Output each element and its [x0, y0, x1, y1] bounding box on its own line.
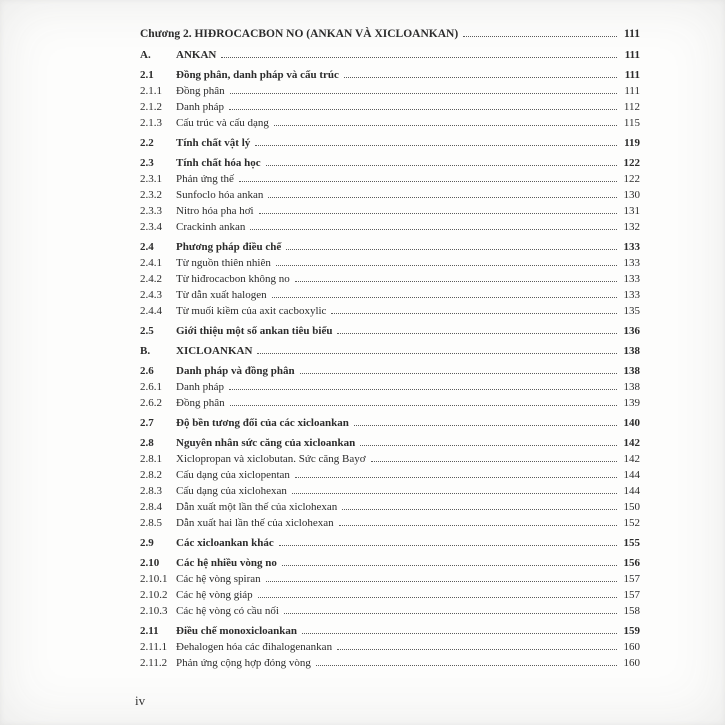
- toc-entry-title: Danh pháp: [176, 101, 224, 113]
- toc-entry-page: 138: [623, 365, 640, 377]
- toc-entry: [140, 323, 640, 339]
- dot-leader: [259, 213, 617, 214]
- toc-entry-page: 133: [623, 257, 640, 269]
- toc-entry: [140, 187, 640, 203]
- dot-leader: [292, 493, 617, 494]
- toc-entry-page: 138: [623, 381, 640, 393]
- dot-leader: [272, 297, 617, 298]
- dot-leader: [344, 77, 617, 78]
- toc-entry-page: 133: [623, 289, 640, 301]
- toc-entry-number: A.: [140, 49, 151, 61]
- toc-entry-number: 2.3.4: [140, 221, 162, 233]
- toc-entry-page: 150: [623, 501, 640, 513]
- toc-entry-title: Sunfoclo hóa ankan: [176, 189, 264, 201]
- toc-entry-number: 2.3: [140, 157, 154, 169]
- toc-entry-title: Các hệ vòng giáp: [176, 589, 253, 601]
- toc-entry-title: Đồng phân: [176, 397, 225, 409]
- toc-entry: [140, 587, 640, 603]
- toc-entry-title: Đồng phân: [176, 85, 225, 97]
- dot-leader: [331, 313, 617, 314]
- dot-leader: [268, 197, 617, 198]
- toc-entry-title: Crackinh ankan: [176, 221, 246, 233]
- chapter-title: Chương 2. HIĐROCACBON NO (ANKAN VÀ XICLOANKAN): [140, 28, 459, 40]
- dot-leader: [276, 265, 617, 266]
- toc-entry-number: 2.9: [140, 537, 154, 549]
- toc-entry: [140, 603, 640, 619]
- toc-entry-page: 111: [624, 49, 640, 61]
- toc-entry: [140, 271, 640, 287]
- toc-entry-title: Các hệ vòng spiran: [176, 573, 261, 585]
- toc-entry-page: 115: [623, 117, 640, 129]
- dot-leader: [230, 93, 617, 94]
- toc-entry-page: 111: [624, 69, 640, 81]
- toc-entry-title: Từ muối kiềm của axit cacboxylic: [176, 305, 327, 317]
- toc-entry-number: 2.10.1: [140, 573, 168, 585]
- toc-entry-page: 142: [623, 437, 640, 449]
- toc-entry-title: Phản ứng thế: [176, 173, 234, 185]
- toc-entry-title: Phương pháp điều chế: [176, 241, 282, 253]
- toc-entry-page: 131: [623, 205, 640, 217]
- toc-entry: [140, 83, 640, 99]
- toc-entry-page: 135: [623, 305, 640, 317]
- toc-entry-number: 2.4.3: [140, 289, 162, 301]
- toc-entry-title: Các hệ nhiều vòng no: [176, 557, 277, 569]
- toc-entry-page: 160: [623, 641, 640, 653]
- toc-entry: [140, 655, 640, 671]
- toc-entry-page: 133: [623, 273, 640, 285]
- toc-entry-number: 2.6.1: [140, 381, 162, 393]
- toc-entry-page: 122: [623, 173, 640, 185]
- toc-entry-number: 2.10: [140, 557, 160, 569]
- toc-entry-title: Giới thiệu một số ankan tiêu biểu: [176, 325, 333, 337]
- toc-entry-title: Điều chế monoxicloankan: [176, 625, 298, 637]
- toc-entry-page: 130: [623, 189, 640, 201]
- toc-entry-title: Các xicloankan khác: [176, 537, 274, 549]
- dot-leader: [266, 581, 617, 582]
- toc-entry-page: 144: [623, 469, 640, 481]
- dot-leader: [463, 36, 617, 37]
- toc-entry-page: 138: [623, 345, 640, 357]
- toc-entry-number: B.: [140, 345, 151, 357]
- toc-entry: [140, 483, 640, 499]
- toc-entry: [140, 555, 640, 571]
- toc-entry: [140, 287, 640, 303]
- dot-leader: [286, 249, 617, 250]
- toc-entry: [140, 515, 640, 531]
- toc-entry-title: Nitro hóa pha hơi: [176, 205, 254, 217]
- toc-entry-title: Danh pháp và đồng phân: [176, 365, 295, 377]
- toc-entry: [140, 415, 640, 431]
- toc-entry-page: 160: [623, 657, 640, 669]
- toc-entries: [140, 47, 640, 671]
- dot-leader: [239, 181, 617, 182]
- chapter-page-number: 111: [624, 28, 640, 40]
- toc-entry: [140, 67, 640, 83]
- toc-entry-number: 2.8: [140, 437, 154, 449]
- toc-entry-page: 122: [623, 157, 640, 169]
- toc-entry-title: Xiclopropan và xiclobutan. Sức căng Bayơ: [176, 453, 366, 465]
- dot-leader: [302, 633, 617, 634]
- toc-entry: [140, 623, 640, 639]
- toc-entry-number: 2.8.2: [140, 469, 162, 481]
- toc-entry-page: 112: [623, 101, 640, 113]
- toc-entry-number: 2.1.1: [140, 85, 162, 97]
- toc-entry-number: 2.8.3: [140, 485, 162, 497]
- toc-entry-title: Phản ứng cộng hợp đóng vòng: [176, 657, 311, 669]
- dot-leader: [371, 461, 617, 462]
- toc-entry-number: 2.11: [140, 625, 159, 637]
- toc-entry-title: Từ dẫn xuất halogen: [176, 289, 267, 301]
- toc-entry-page: 132: [623, 221, 640, 233]
- toc-entry-number: 2.8.1: [140, 453, 162, 465]
- toc-entry-page: 152: [623, 517, 640, 529]
- toc-entry: [140, 363, 640, 379]
- toc-entry: [140, 571, 640, 587]
- toc-entry: [140, 219, 640, 235]
- toc-entry-page: 139: [623, 397, 640, 409]
- dot-leader: [337, 333, 617, 334]
- toc-entry-number: 2.4.4: [140, 305, 162, 317]
- toc-entry: [140, 467, 640, 483]
- dot-leader: [316, 665, 617, 666]
- toc-entry-number: 2.2: [140, 137, 154, 149]
- dot-leader: [250, 229, 617, 230]
- dot-leader: [337, 649, 617, 650]
- dot-leader: [230, 405, 617, 406]
- toc-entry-title: Đồng phân, danh pháp và cấu trúc: [176, 69, 339, 81]
- toc-entry-number: 2.8.5: [140, 517, 162, 529]
- dot-leader: [342, 509, 617, 510]
- toc-entry-number: 2.7: [140, 417, 154, 429]
- toc-entry: [140, 155, 640, 171]
- toc-entry-title: Dẫn xuất hai lần thế của xiclohexan: [176, 517, 334, 529]
- toc-entry: [140, 239, 640, 255]
- toc-entry-page: 159: [623, 625, 640, 637]
- toc-entry-number: 2.5: [140, 325, 154, 337]
- toc-entry-title: Dẫn xuất một lần thế của xiclohexan: [176, 501, 338, 513]
- toc-entry-title: ANKAN: [176, 49, 217, 61]
- toc-entry: [140, 303, 640, 319]
- dot-leader: [274, 125, 617, 126]
- toc-entry-page: 136: [623, 325, 640, 337]
- toc-entry: [140, 499, 640, 515]
- toc-entry-number: 2.3.2: [140, 189, 162, 201]
- toc-entry-title: Cấu trúc và cấu dạng: [176, 117, 269, 129]
- dot-leader: [354, 425, 617, 426]
- toc-entry: [140, 395, 640, 411]
- toc-entry-number: 2.1.2: [140, 101, 162, 113]
- toc-entry-title: Đehalogen hóa các đihalogenankan: [176, 641, 333, 653]
- toc-entry-number: 2.4: [140, 241, 154, 253]
- dot-leader: [257, 353, 617, 354]
- toc-entry-number: 2.6.2: [140, 397, 162, 409]
- dot-leader: [279, 545, 617, 546]
- page-footer: [135, 693, 145, 709]
- dot-leader: [295, 477, 617, 478]
- toc-entry: [140, 379, 640, 395]
- folio-page-number: iv: [135, 693, 146, 708]
- toc-entry: [140, 135, 640, 151]
- toc-entry: [140, 99, 640, 115]
- toc-entry-number: 2.4.2: [140, 273, 162, 285]
- dot-leader: [258, 597, 617, 598]
- toc-entry-title: Từ nguồn thiên nhiên: [176, 257, 271, 269]
- chapter-heading: [140, 26, 640, 42]
- toc-entry-title: Danh pháp: [176, 381, 224, 393]
- toc-entry: [140, 451, 640, 467]
- toc-entry-number: 2.3.1: [140, 173, 162, 185]
- toc-entry: [140, 255, 640, 271]
- toc-entry-number: 2.6: [140, 365, 154, 377]
- dot-leader: [255, 145, 617, 146]
- toc-entry-number: 2.4.1: [140, 257, 162, 269]
- toc-entry-number: 2.11.2: [140, 657, 168, 669]
- toc-entry: [140, 203, 640, 219]
- toc-entry-page: 133: [623, 241, 640, 253]
- toc-entry-page: 119: [624, 137, 640, 149]
- dot-leader: [300, 373, 617, 374]
- dot-leader: [229, 389, 617, 390]
- toc-entry-title: XICLOANKAN: [176, 345, 253, 357]
- toc-entry-title: Tính chất hóa học: [176, 157, 261, 169]
- toc-entry: [140, 535, 640, 551]
- toc-entry: [140, 343, 640, 359]
- toc-entry-number: 2.1: [140, 69, 154, 81]
- toc-entry-page: 158: [623, 605, 640, 617]
- toc-entry-page: 155: [623, 537, 640, 549]
- toc-entry-number: 2.10.3: [140, 605, 168, 617]
- toc-entry-title: Độ bền tương đối của các xicloankan: [176, 417, 349, 429]
- dot-leader: [221, 57, 617, 58]
- toc-entry-page: 156: [623, 557, 640, 569]
- dot-leader: [282, 565, 617, 566]
- toc-entry-title: Cấu dạng của xiclopentan: [176, 469, 290, 481]
- dot-leader: [229, 109, 617, 110]
- toc-entry: [140, 639, 640, 655]
- toc-entry-page: 142: [623, 453, 640, 465]
- toc-entry: [140, 115, 640, 131]
- dot-leader: [295, 281, 617, 282]
- toc-entry-page: 111: [624, 85, 640, 97]
- dot-leader: [266, 165, 617, 166]
- toc-entry-number: 2.3.3: [140, 205, 162, 217]
- toc-entry-page: 157: [623, 573, 640, 585]
- dot-leader: [284, 613, 617, 614]
- toc-entry-number: 2.1.3: [140, 117, 162, 129]
- toc-entry: [140, 171, 640, 187]
- dot-leader: [360, 445, 617, 446]
- toc-entry-number: 2.8.4: [140, 501, 162, 513]
- toc-entry-number: 2.11.1: [140, 641, 168, 653]
- toc-entry-title: Từ hiđrocacbon không no: [176, 273, 290, 285]
- toc-entry-page: 144: [623, 485, 640, 497]
- toc-entry-page: 157: [623, 589, 640, 601]
- toc-entry-title: Tính chất vật lý: [176, 137, 251, 149]
- toc-entry-title: Cấu dạng của xiclohexan: [176, 485, 287, 497]
- toc-entry-title: Các hệ vòng có cầu nối: [176, 605, 279, 617]
- toc-entry: [140, 435, 640, 451]
- toc-entry: [140, 47, 640, 63]
- dot-leader: [339, 525, 617, 526]
- toc-entry-title: Nguyên nhân sức căng của xicloankan: [176, 437, 356, 449]
- toc-entry-page: 140: [623, 417, 640, 429]
- toc-entry-number: 2.10.2: [140, 589, 168, 601]
